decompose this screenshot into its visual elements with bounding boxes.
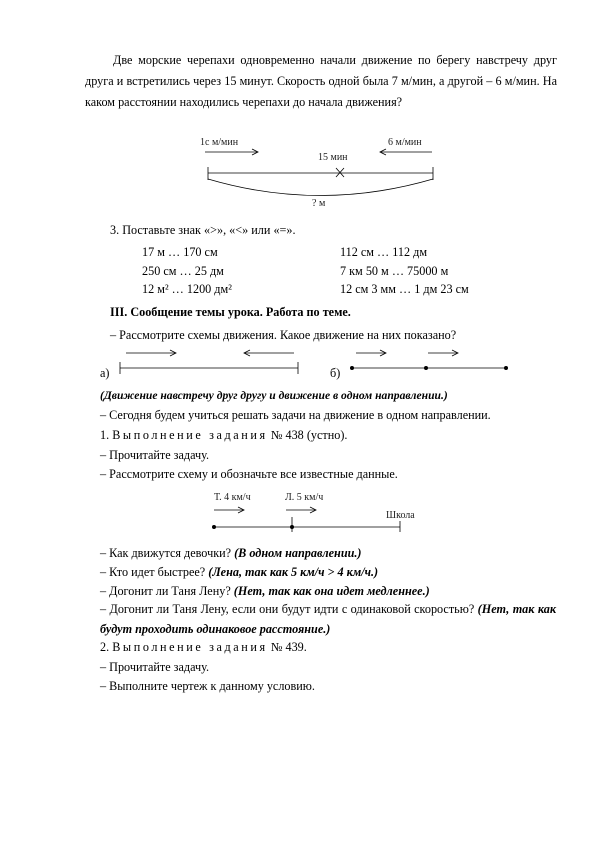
diagram1-distance: ? м [312,198,326,209]
task439-heading [100,639,307,655]
dialog-q1: – Как движутся девочки? [100,546,235,560]
task3-comparison-1-right: 112 см … 112 дм [340,245,428,259]
task439-draw: – Выполните чертеж к данному условию. [100,679,315,693]
section3-today: – Сегодня будем учиться решать задачи на движение в одном направлении. [100,408,491,422]
diagram1-right-speed: 6 м/мин [388,137,422,148]
section3-answer-schemes: (Движение навстречу друг другу и движение в одном направлении.) [100,389,448,402]
diagram1-left-speed: 1с м/мин [200,137,239,148]
dialog-q2: – Кто идет быстрее? [100,565,209,579]
task3-comparison-2-right: 7 км 50 м … 75000 м [340,264,449,278]
diagram2-speed-tanya: Т. 4 км/ч [214,492,251,503]
dialog-a1: (В одном направлении.) [234,546,362,560]
section3-heading: III. Сообщение темы урока. Работа по теме. [110,305,351,319]
task3-comparison-2-left: 250 см … 25 дм [142,264,224,278]
task3-heading: 3. Поставьте знак «>», «<» или «=». [110,223,296,237]
dialog-q4: – Догонит ли Таня Лену, если они будут идти с одинаковой скоростью? [100,602,478,616]
task439-suffix: № 439. [267,640,307,654]
dialog-line-3 [100,583,430,599]
task438-spaced-title: Выполнение задания [112,428,268,442]
task3-comparison-3-right: 12 см 3 мм … 1 дм 23 см [340,282,469,296]
dialog-a3: (Нет, так как она идет медленнее.) [233,584,430,598]
dialog-line-2 [100,564,378,580]
section3-question-schemes: – Рассмотрите схемы движения. Какое движение на них показано? [110,328,457,342]
diagram1-time: 15 мин [318,152,348,163]
scheme-b-label: б) [330,366,341,380]
diagram2-speed-lena: Л. 5 км/ч [285,492,324,503]
task439-read: – Прочитайте задачу. [100,660,210,674]
task439-prefix: 2. [100,640,113,654]
task438-prefix: 1. [100,428,113,442]
dialog-q3: – Догонит ли Таня Лену? [100,584,234,598]
task439-spaced-title: Выполнение задания [112,640,268,654]
intro-problem-text: Две морские черепахи одновременно начали движение по берегу навстречу друг друга и встретились через 15 минут. Скорость одной была 7 м/мин, а другой – 6 м/мин. На каком расстоянии находились черепахи до начала движения? [85,53,557,109]
diagram2-tanya-point [212,525,216,529]
task438-suffix: № 438 (устно). [267,428,348,442]
task3-comparison-1-left: 17 м … 170 см [142,245,218,259]
dialog-a4: (Нет, так как будут проходить одинаковое расстояние.) [100,602,556,636]
diagram2-lena-point [290,525,294,529]
dialog-a2: (Лена, так как 5 км/ч > 4 км/ч.) [208,565,379,579]
scheme-a-label: а) [100,366,110,380]
dialog-line-4 [100,599,556,639]
task438-read: – Прочитайте задачу. [100,448,210,462]
dialog-line-1 [100,545,361,561]
task438-scheme: – Рассмотрите схему и обозначьте все известные данные. [100,467,398,481]
task3-comparison-3-left: 12 м² … 1200 дм² [142,282,232,296]
diagram2-school-label: Школа [386,510,415,521]
